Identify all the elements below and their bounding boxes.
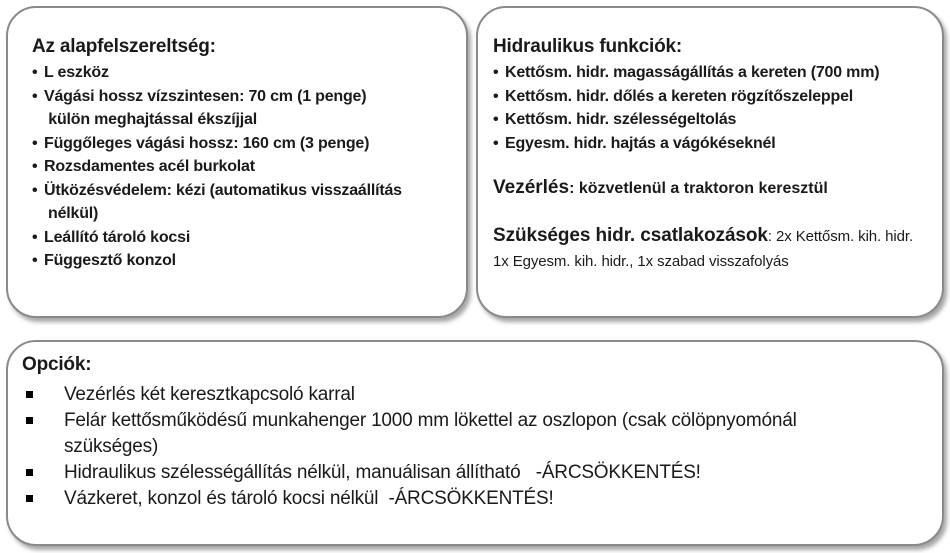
bullet-icon: •	[32, 134, 38, 152]
square-bullet-icon	[26, 391, 33, 398]
item-text-continued: nélkül)	[48, 205, 99, 222]
list-item	[32, 132, 456, 156]
item-text: Kettősm. hidr. dőlés a kereten rögzítőszeleppel	[505, 87, 854, 105]
connections-value: 2x Kettősm. kih. hidr. 1x Egyesm. kih. hidr., 1x szabad visszafolyás	[493, 228, 914, 270]
list-item	[32, 179, 456, 226]
connections-colon: :	[767, 228, 772, 245]
list-item	[22, 408, 930, 460]
item-text: Kettősm. hidr. szélességeltolás	[505, 111, 737, 128]
item-text: Rozsdamentes acél burkolat	[44, 158, 255, 175]
control-line	[493, 177, 932, 199]
square-bullet-icon	[26, 495, 33, 502]
square-bullet-icon	[26, 469, 33, 476]
control-value: közvetlenül a traktoron keresztül	[574, 180, 828, 197]
bullet-icon: •	[32, 252, 38, 269]
bullet-icon: •	[32, 64, 38, 81]
list-item	[32, 226, 456, 250]
item-text-continued: külön meghajtással ékszíjjal	[44, 111, 257, 128]
control-label: Vezérlés	[493, 177, 570, 198]
list-item	[32, 155, 456, 179]
item-text-continued: szükséges)	[64, 436, 159, 457]
options-list	[22, 382, 930, 512]
list-item	[32, 85, 456, 132]
list-item	[22, 382, 930, 408]
basic-equipment-title: Az alapfelszereltség:	[32, 36, 216, 57]
bullet-icon: •	[32, 181, 38, 199]
bullet-icon: •	[493, 87, 499, 105]
item-text: Felár kettősműködésű munkahenger 1000 mm lökettel az oszlopon (csak cölöpnyomónál	[64, 410, 797, 431]
control-colon: :	[569, 180, 575, 197]
item-text: Függőleges vágási hossz: 160 cm (3 penge)	[44, 134, 370, 152]
hydraulic-functions-list	[493, 61, 932, 155]
square-bullet-icon	[26, 417, 33, 424]
item-text: L eszköz	[44, 64, 109, 81]
options-box	[6, 340, 944, 546]
list-item	[493, 108, 932, 132]
connections-paragraph	[493, 223, 932, 274]
item-text: Leállító tároló kocsi	[44, 228, 191, 246]
list-item	[32, 61, 456, 85]
options-title: Opciók:	[22, 354, 92, 375]
connections-label: Szükséges hidr. csatlakozások	[493, 225, 768, 246]
bullet-icon: •	[493, 111, 499, 128]
hydraulic-functions-title: Hidraulikus funkciók:	[493, 36, 683, 57]
list-item	[22, 486, 930, 512]
item-text: Függesztő konzol	[44, 252, 176, 269]
bullet-icon: •	[493, 64, 499, 81]
item-text: Kettősm. hidr. magasságállítás a kereten (700 mm)	[505, 64, 880, 81]
list-item	[493, 61, 932, 85]
item-text: Ütközésvédelem: kézi (automatikus visszaállítás	[44, 181, 402, 199]
basic-equipment-box	[6, 6, 468, 318]
bullet-icon: •	[493, 134, 499, 152]
list-item	[493, 132, 932, 156]
item-text: Egyesm. hidr. hajtás a vágókéseknél	[505, 134, 776, 152]
bullet-icon: •	[32, 228, 38, 246]
basic-equipment-list	[32, 61, 456, 273]
item-text: Vezérlés két keresztkapcsoló karral	[64, 384, 355, 405]
item-text: Vágási hossz vízszintesen: 70 cm (1 penge)	[44, 87, 367, 105]
list-item	[493, 85, 932, 109]
list-item	[22, 460, 930, 486]
list-item	[32, 249, 456, 273]
item-text: Hidraulikus szélességállítás nélkül, manuálisan állítható -ÁRCSÖKKENTÉS!	[64, 462, 701, 483]
hydraulic-functions-box	[476, 6, 944, 318]
bullet-icon: •	[32, 158, 38, 175]
bullet-icon: •	[32, 87, 38, 105]
item-text: Vázkeret, konzol és tároló kocsi nélkül -ÁRCSÖKKENTÉS!	[64, 488, 554, 509]
